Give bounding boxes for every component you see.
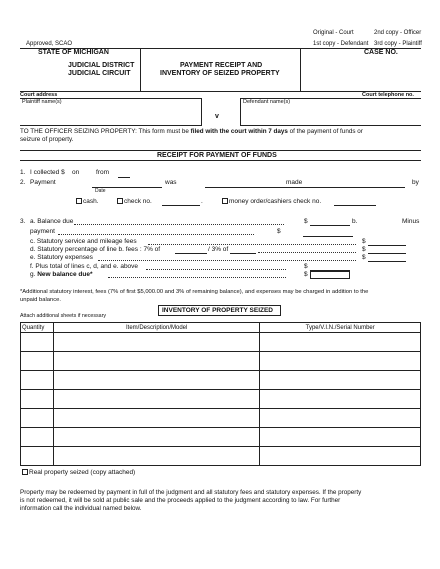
cash-option[interactable]: cash. xyxy=(76,198,99,205)
line1-on: on xyxy=(72,169,80,176)
form-title-line2: INVENTORY OF SEIZED PROPERTY xyxy=(160,70,280,77)
inventory-table xyxy=(20,322,421,466)
line1-from: from xyxy=(96,169,109,176)
line-f-label: f. Plus total of lines c, d, and e. above xyxy=(30,263,139,270)
line-g-label: g. New balance due* xyxy=(30,271,93,278)
line-d-label: d. Statutory percentage of line b. fees : 7% of xyxy=(30,246,161,253)
line2-was: was xyxy=(165,179,177,186)
plaintiff-box[interactable] xyxy=(20,98,202,126)
line-d-dollar: $ xyxy=(362,246,366,253)
versus-label: v xyxy=(215,113,219,120)
table-row[interactable] xyxy=(21,409,421,428)
balance-due-label: a. Balance due xyxy=(30,218,74,225)
state-label: STATE OF MICHIGAN xyxy=(38,49,109,56)
table-row[interactable] xyxy=(21,390,421,409)
line-c-dollar: $ xyxy=(362,238,366,245)
line-c-label: c. Statutory service and mileage fees xyxy=(30,238,137,245)
inventory-heading-box xyxy=(158,305,281,316)
inventory-header-row xyxy=(21,323,421,333)
payment-dollar: $ xyxy=(277,228,281,235)
form-title-line1: PAYMENT RECEIPT AND xyxy=(180,62,263,69)
line2-made: made xyxy=(286,179,303,186)
redeem-line3: information call the individual named below. xyxy=(20,505,142,512)
copy-original: Original - Court xyxy=(313,30,354,36)
money-order-checkbox[interactable] xyxy=(222,198,228,204)
line2-num: 2. xyxy=(20,179,26,186)
judicial-circuit: JUDICIAL CIRCUIT xyxy=(68,70,131,77)
line-e-dollar: $ xyxy=(362,254,366,261)
table-row[interactable] xyxy=(21,352,421,371)
line2-by: by xyxy=(412,179,419,186)
check-checkbox[interactable] xyxy=(117,198,123,204)
cash-checkbox[interactable] xyxy=(76,198,82,204)
redeem-line1: Property may be redeemed by payment in full of the judgment and all statutory fees and statutory expenses. If the property xyxy=(20,489,362,496)
table-row[interactable] xyxy=(21,333,421,352)
copy-first: 1st copy - Defendant xyxy=(313,41,369,47)
plaintiff-label: Plaintiff name(s) xyxy=(22,99,62,105)
table-row[interactable] xyxy=(21,428,421,447)
table-row[interactable] xyxy=(21,371,421,390)
inventory-heading: INVENTORY OF PROPERTY SEIZED xyxy=(162,307,274,314)
judicial-district: JUDICIAL DISTRICT xyxy=(68,62,135,69)
instructions-line2: seizure of property. xyxy=(20,136,74,143)
line-f-dollar: $ xyxy=(304,263,308,270)
defendant-box[interactable] xyxy=(240,98,421,126)
line-d-mid: / 3% of xyxy=(208,246,229,253)
instructions-line1: TO THE OFFICER SEIZING PROPERTY: This form must be filed with the court within 7 days of the payment of funds or xyxy=(20,128,363,135)
payment-label: payment xyxy=(30,228,55,235)
copy-second: 2nd copy - Officer xyxy=(374,30,422,36)
line-g-dollar: $ xyxy=(304,271,308,278)
line3-num: 3. xyxy=(20,218,26,225)
check-option[interactable]: check no. xyxy=(117,198,152,205)
defendant-label: Defendant name(s) xyxy=(243,99,291,105)
footnote-line2: unpaid balance. xyxy=(20,297,61,303)
line-b-label: b. xyxy=(352,218,358,225)
col-item: Item/Description/Model xyxy=(53,323,259,333)
money-order-option[interactable]: money order/cashiers check no. xyxy=(222,198,321,205)
real-property-checkbox[interactable] xyxy=(22,469,28,475)
redeem-line2: is not redeemed, it will be sold at public sale and the proceeds applied to the judgment according to law. For further xyxy=(20,497,341,504)
court-telephone-label: Court telephone no. xyxy=(362,92,414,98)
new-balance-box[interactable] xyxy=(310,271,350,279)
col-quantity: Quantity xyxy=(21,323,54,333)
approved-label: Approved, SCAO xyxy=(26,41,73,47)
line1-num: 1. xyxy=(20,169,26,176)
line1-text: I collected $ xyxy=(30,169,65,176)
col-type: Type/V.I.N./Serial Number xyxy=(260,323,421,333)
line2-text: Payment xyxy=(30,179,56,186)
date-label: Date xyxy=(95,188,106,194)
attach-note: Attach additional sheets if necessary xyxy=(20,313,106,319)
footnote-line1: *Additional statutory interest, fees (7% of first $5,000.00 and 3% of remaining balance), and expenses may be charged in addition to the xyxy=(20,289,369,295)
receipt-heading: RECEIPT FOR PAYMENT OF FUNDS xyxy=(157,152,277,159)
minus-label: Minus xyxy=(402,218,420,225)
real-property-option[interactable]: Real property seized (copy attached) xyxy=(22,469,135,476)
copy-third: 3rd copy - Plaintiff xyxy=(374,41,422,47)
table-row[interactable] xyxy=(21,447,421,466)
court-address-label: Court address xyxy=(20,92,58,98)
balance-dollar: $ xyxy=(304,218,308,225)
case-no-label: CASE NO. xyxy=(364,49,398,56)
line-e-label: e. Statutory expenses xyxy=(30,254,93,261)
